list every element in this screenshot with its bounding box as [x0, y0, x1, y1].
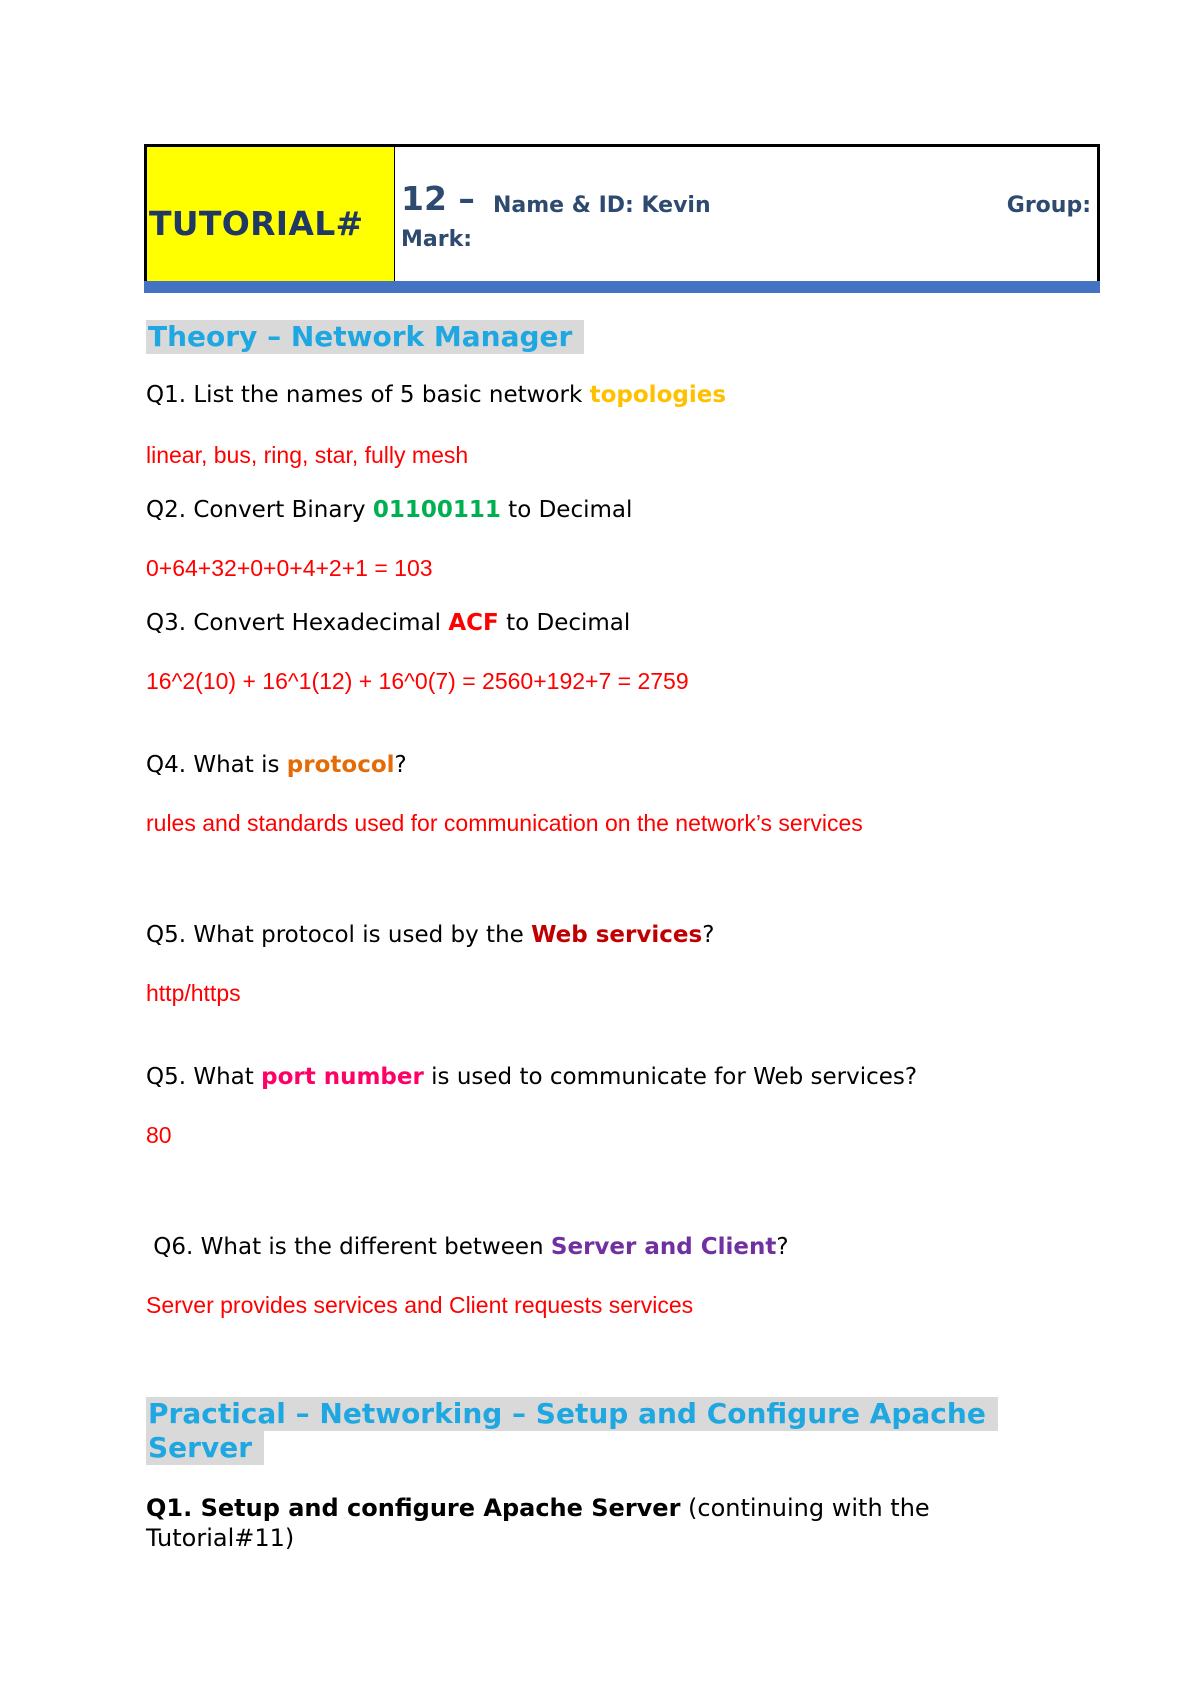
- q5a-text: Q5. What protocol is used by the: [146, 922, 532, 948]
- answer-q4: rules and standards used for communication on the network’s services: [146, 810, 863, 836]
- q6-text: Q6. What is the different between: [146, 1234, 551, 1260]
- q3-keyword: ACF: [448, 610, 499, 636]
- q2-text: Q2. Convert Binary: [146, 497, 373, 523]
- q5b-keyword: port number: [261, 1064, 424, 1090]
- question-q4: [146, 752, 407, 778]
- practical-q1-line2: Tutorial#11): [146, 1524, 295, 1552]
- group-label: Group:: [1006, 193, 1091, 218]
- answer-q2: 0+64+32+0+0+4+2+1 = 103: [146, 555, 433, 581]
- question-q1: [146, 382, 726, 408]
- tutorial-number: 12 –: [401, 179, 475, 218]
- mark-label: Mark:: [401, 227, 473, 252]
- header-underline-bar: [144, 281, 1100, 293]
- q2-suffix: to Decimal: [500, 497, 633, 523]
- q4-text: Q4. What is: [146, 752, 287, 778]
- header-table: [144, 144, 1100, 285]
- q1-text: Q1. List the names of 5 basic network: [146, 382, 590, 408]
- q5b-suffix: is used to communicate for Web services?: [423, 1064, 918, 1090]
- theory-heading: Theory – Network Manager: [146, 320, 584, 354]
- q5a-keyword: Web services: [531, 922, 703, 948]
- answer-q6: Server provides services and Client requests services: [146, 1292, 694, 1318]
- answer-q5-web: http/https: [146, 980, 241, 1006]
- practical-heading-line2: Server: [146, 1431, 264, 1465]
- q1-keyword: topologies: [589, 382, 727, 408]
- question-q3: [146, 610, 630, 636]
- practical-q1: [146, 1494, 930, 1522]
- name-id-label: Name & ID: Kevin: [493, 193, 711, 218]
- question-q6: [146, 1234, 789, 1260]
- practical-heading-line1: Practical – Networking – Setup and Configure Apache: [146, 1397, 998, 1431]
- q4-suffix: ?: [394, 752, 407, 778]
- q4-keyword: protocol: [286, 752, 395, 778]
- q2-keyword: 01100111: [372, 497, 501, 523]
- answer-q5-port: 80: [146, 1122, 172, 1148]
- q5a-suffix: ?: [702, 922, 715, 948]
- answer-q1: linear, bus, ring, star, fully mesh: [146, 442, 469, 468]
- q6-keyword: Server and Client: [550, 1234, 777, 1260]
- question-q5-web: [146, 922, 714, 948]
- tutorial-label: TUTORIAL#: [149, 203, 364, 243]
- practical-q1-rest: (continuing with the: [680, 1494, 930, 1522]
- answer-q3: 16^2(10) + 16^1(12) + 16^0(7) = 2560+192+7 = 2759: [146, 668, 689, 694]
- question-q5-port: [146, 1064, 917, 1090]
- question-q2: [146, 497, 632, 523]
- q6-suffix: ?: [776, 1234, 789, 1260]
- q3-suffix: to Decimal: [498, 610, 631, 636]
- details-cell: [395, 147, 1097, 285]
- q3-text: Q3. Convert Hexadecimal: [146, 610, 449, 636]
- tutorial-cell: [147, 147, 395, 285]
- q5b-text: Q5. What: [146, 1064, 262, 1090]
- practical-q1-bold: Q1. Setup and configure Apache Server: [146, 1494, 681, 1522]
